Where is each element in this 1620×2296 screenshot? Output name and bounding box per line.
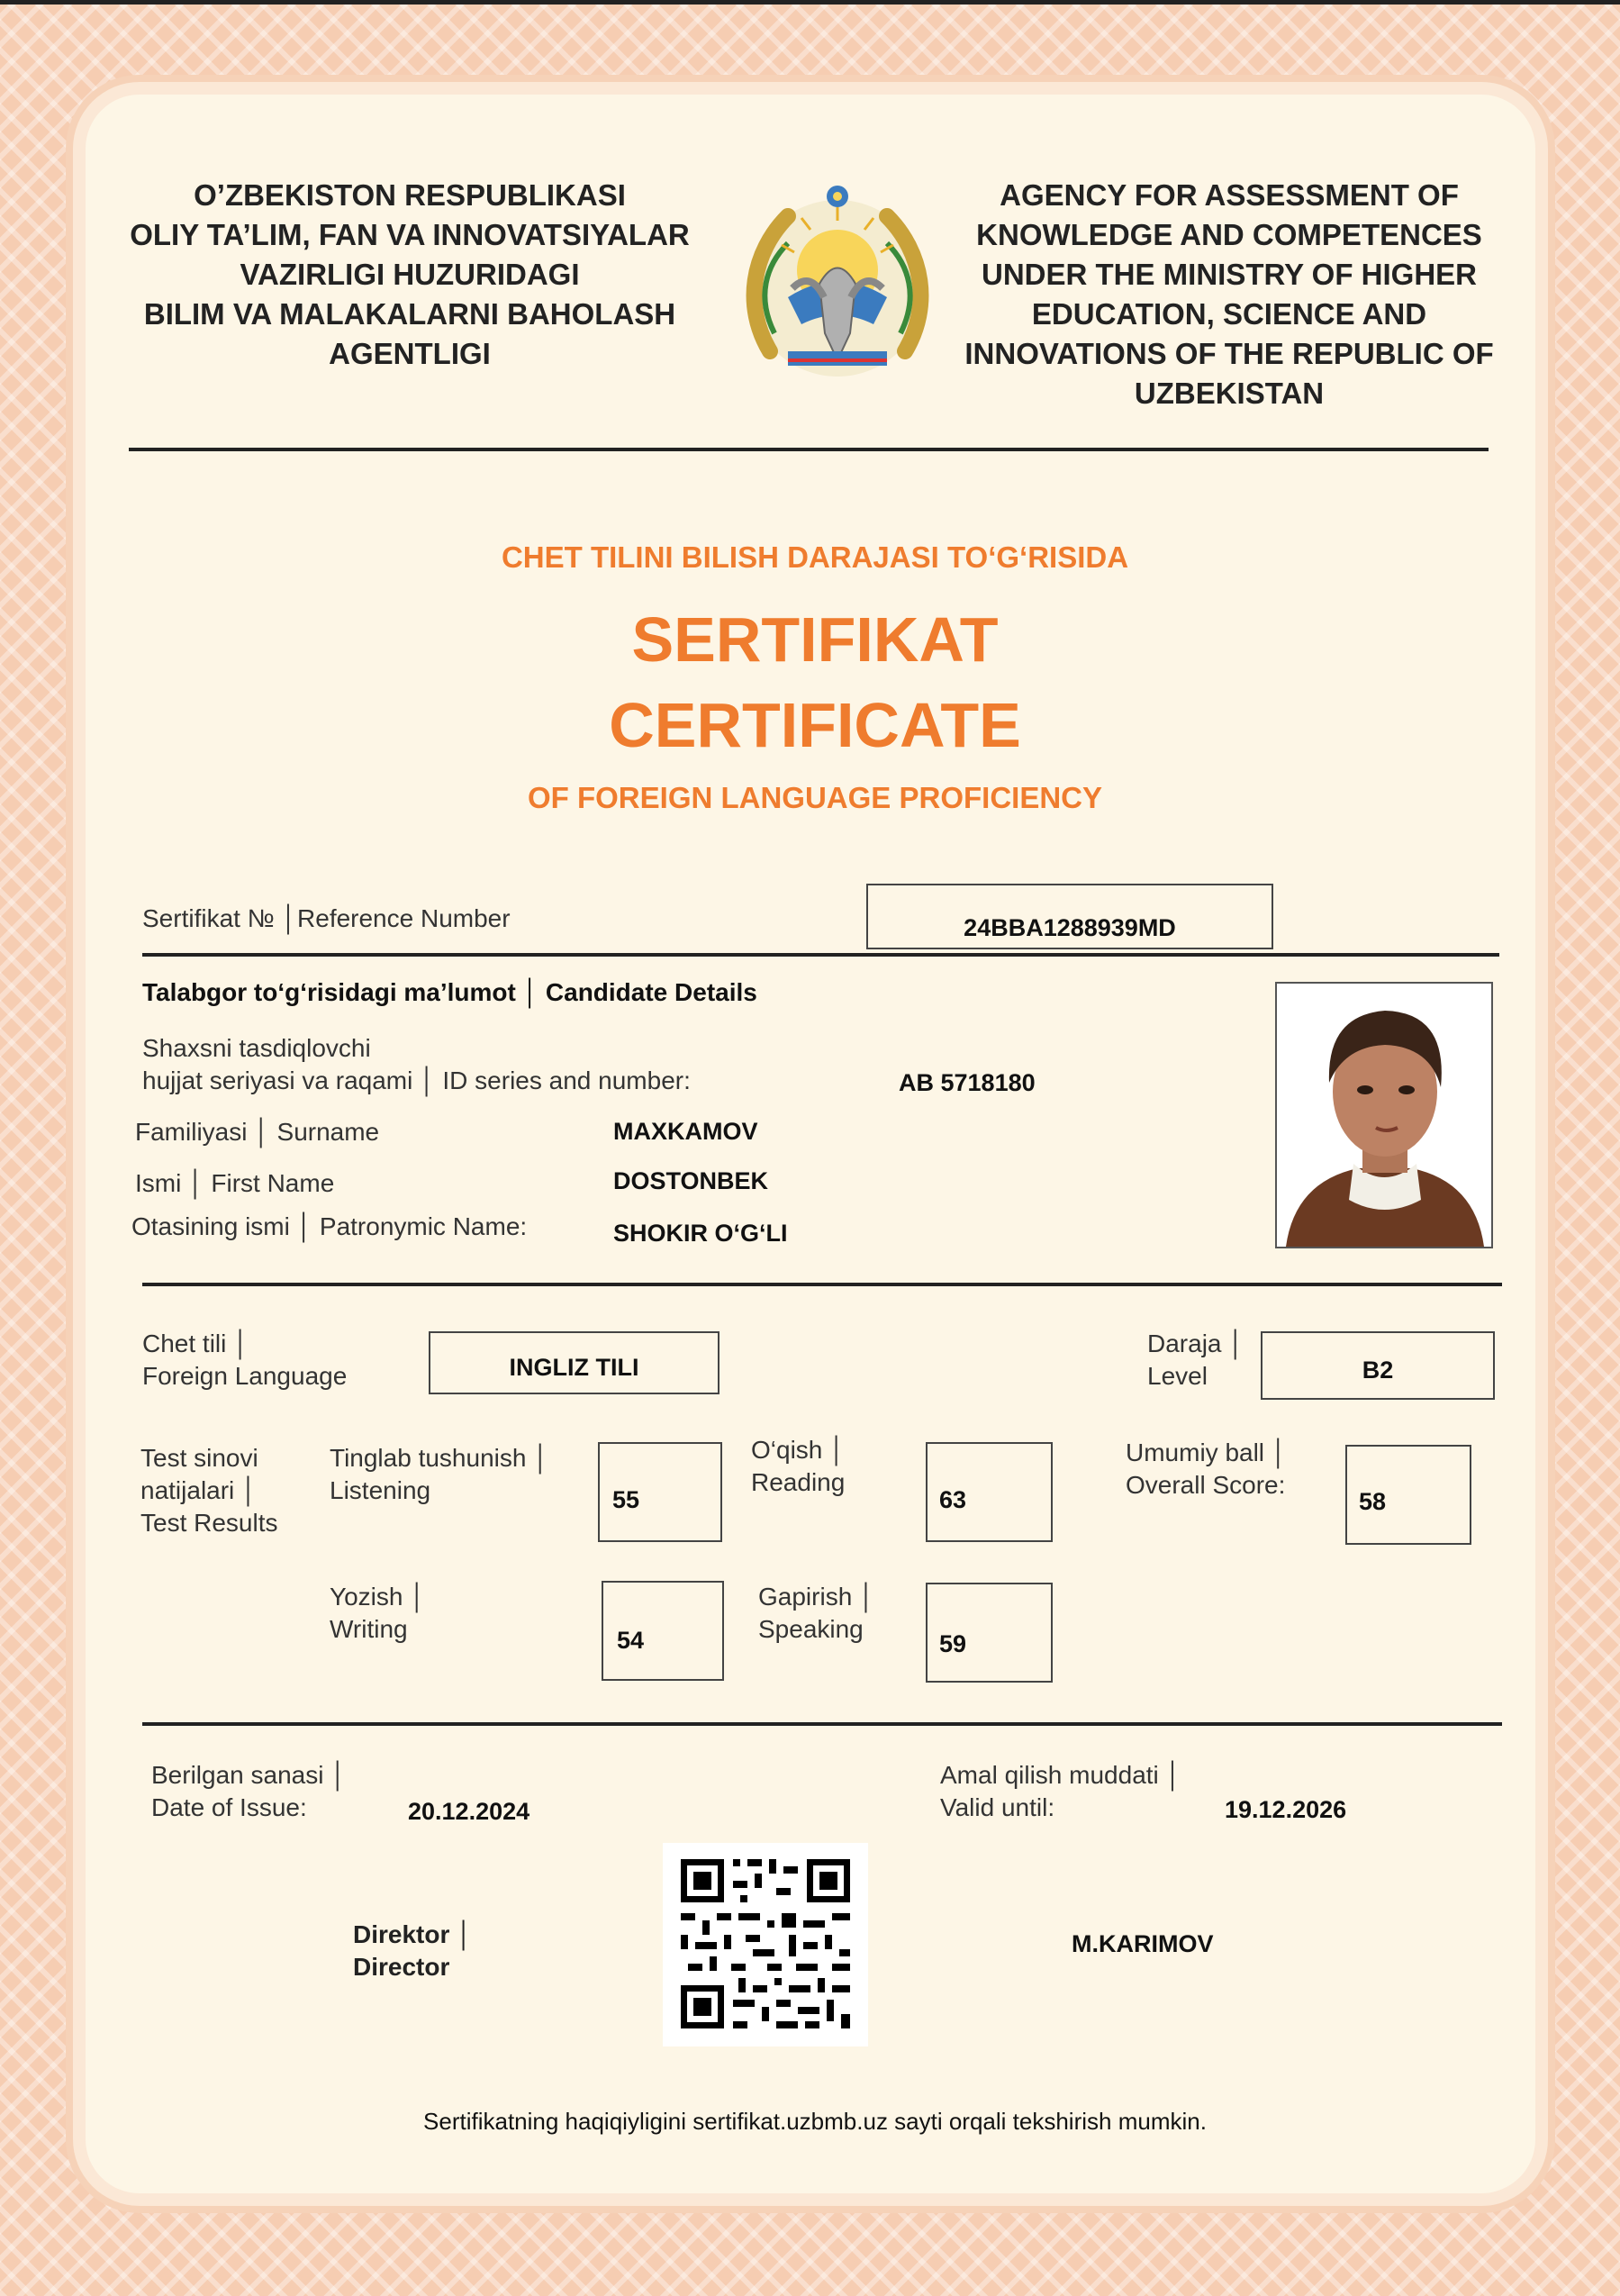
title-subtitle-bottom: OF FOREIGN LANGUAGE PROFICIENCY [527, 781, 1103, 814]
issue-label-line2: Date of Issue: [151, 1793, 307, 1821]
header-right-line: UZBEKISTAN [1134, 377, 1325, 410]
level-label-line1: Daraja │ [1147, 1330, 1244, 1357]
results-label-line2: natijalari │ [140, 1476, 258, 1504]
writing-label-line1: Yozish │ [330, 1583, 426, 1611]
patronymic-label: Otasining ismi │ Patronymic Name: [131, 1212, 528, 1240]
header-right-line: EDUCATION, SCIENCE AND [1031, 297, 1427, 331]
results-label-line1: Test sinovi [140, 1444, 258, 1472]
patronymic-value: SHOKIR O‘G‘LI [613, 1220, 788, 1247]
id-value: AB 5718180 [899, 1069, 1036, 1096]
title-subtitle-top: CHET TILINI BILISH DARAJASI TO‘G‘RISIDA [501, 540, 1129, 574]
verification-qr-code[interactable] [663, 1843, 868, 2046]
overall-value: 58 [1359, 1488, 1387, 1515]
results-label-line3: Test Results [140, 1509, 278, 1537]
surname-label: Familiyasi │ Surname [135, 1118, 380, 1146]
listening-value: 55 [612, 1486, 640, 1513]
reading-label-line1: O‘qish │ [751, 1436, 846, 1464]
surname-value: MAXKAMOV [613, 1118, 758, 1145]
reading-label-line2: Reading [751, 1468, 846, 1496]
results-divider [142, 1722, 1502, 1726]
writing-label-line2: Writing [330, 1615, 408, 1643]
listening-label-line2: Listening [330, 1476, 431, 1504]
header-left-line: O’ZBEKISTON RESPUBLIKASI [194, 178, 626, 212]
valid-label-line1: Amal qilish muddati │ [940, 1761, 1182, 1789]
header-divider [129, 448, 1489, 451]
header-right-line: UNDER THE MINISTRY OF HIGHER [981, 258, 1478, 291]
id-label-line2: hujjat seriyasi va raqami │ ID series and number: [142, 1066, 691, 1094]
director-label-line1: Direktor │ [353, 1920, 473, 1948]
header-right-line: AGENCY FOR ASSESSMENT OF [1000, 178, 1459, 212]
verification-note: Sertifikatning haqiqiyligini sertifikat.uzbmb.uz sayti orqali tekshirish mumkin. [423, 2108, 1207, 2135]
header-left-line: BILIM VA MALAKALARNI BAHOLASH [143, 297, 676, 331]
candidate-divider [142, 1283, 1502, 1286]
header-right-line: INNOVATIONS OF THE REPUBLIC OF [964, 337, 1494, 370]
reference-label: Sertifikat № │Reference Number [142, 904, 511, 932]
issue-value: 20.12.2024 [408, 1798, 530, 1825]
speaking-label-line2: Speaking [758, 1615, 864, 1643]
candidate-photo [1275, 982, 1493, 1248]
firstname-value: DOSTONBEK [613, 1167, 769, 1194]
candidate-section-label: Talabgor to‘g‘risidagi ma’lumot │ Candidate Details [142, 978, 757, 1006]
language-label-line2: Foreign Language [142, 1362, 348, 1390]
header-left-line: VAZIRLIGI HUZURIDAGI [240, 258, 580, 291]
title-main-uz: SERTIFIKAT [631, 604, 999, 675]
reference-divider [142, 953, 1499, 957]
header-right-line: KNOWLEDGE AND COMPETENCES [976, 218, 1482, 251]
listening-label-line1: Tinglab tushunish │ [330, 1444, 549, 1472]
speaking-value: 59 [939, 1630, 967, 1657]
header-left-line: AGENTLIGI [329, 337, 491, 370]
header-left-uz [99, 176, 720, 374]
level-value: B2 [1362, 1357, 1394, 1384]
language-value: INGLIZ TILI [509, 1354, 639, 1381]
firstname-label: Ismi │ First Name [135, 1169, 335, 1197]
top-edge-line [0, 0, 1620, 5]
title-main-en: CERTIFICATE [609, 690, 1021, 760]
valid-label-line2: Valid until: [940, 1793, 1055, 1821]
id-label-line1: Shaxsni tasdiqlovchi [142, 1034, 371, 1062]
director-name: M.KARIMOV [1072, 1930, 1214, 1957]
speaking-label-line1: Gapirish │ [758, 1583, 875, 1611]
reading-value: 63 [939, 1486, 967, 1513]
overall-label-line2: Overall Score: [1126, 1471, 1286, 1499]
header-right-en [941, 176, 1517, 413]
state-emblem [738, 180, 937, 387]
issue-label-line1: Berilgan sanasi │ [151, 1761, 347, 1789]
overall-label-line1: Umumiy ball │ [1126, 1438, 1288, 1466]
header-left-line: OLIY TA’LIM, FAN VA INNOVATSIYALAR [130, 218, 690, 251]
director-label-line2: Director [353, 1953, 450, 1981]
reference-value: 24BBA1288939MD [964, 914, 1176, 941]
writing-value: 54 [617, 1627, 645, 1654]
language-label-line1: Chet tili │ [142, 1330, 249, 1357]
level-label-line2: Level [1147, 1362, 1208, 1390]
valid-value: 19.12.2026 [1225, 1796, 1347, 1823]
